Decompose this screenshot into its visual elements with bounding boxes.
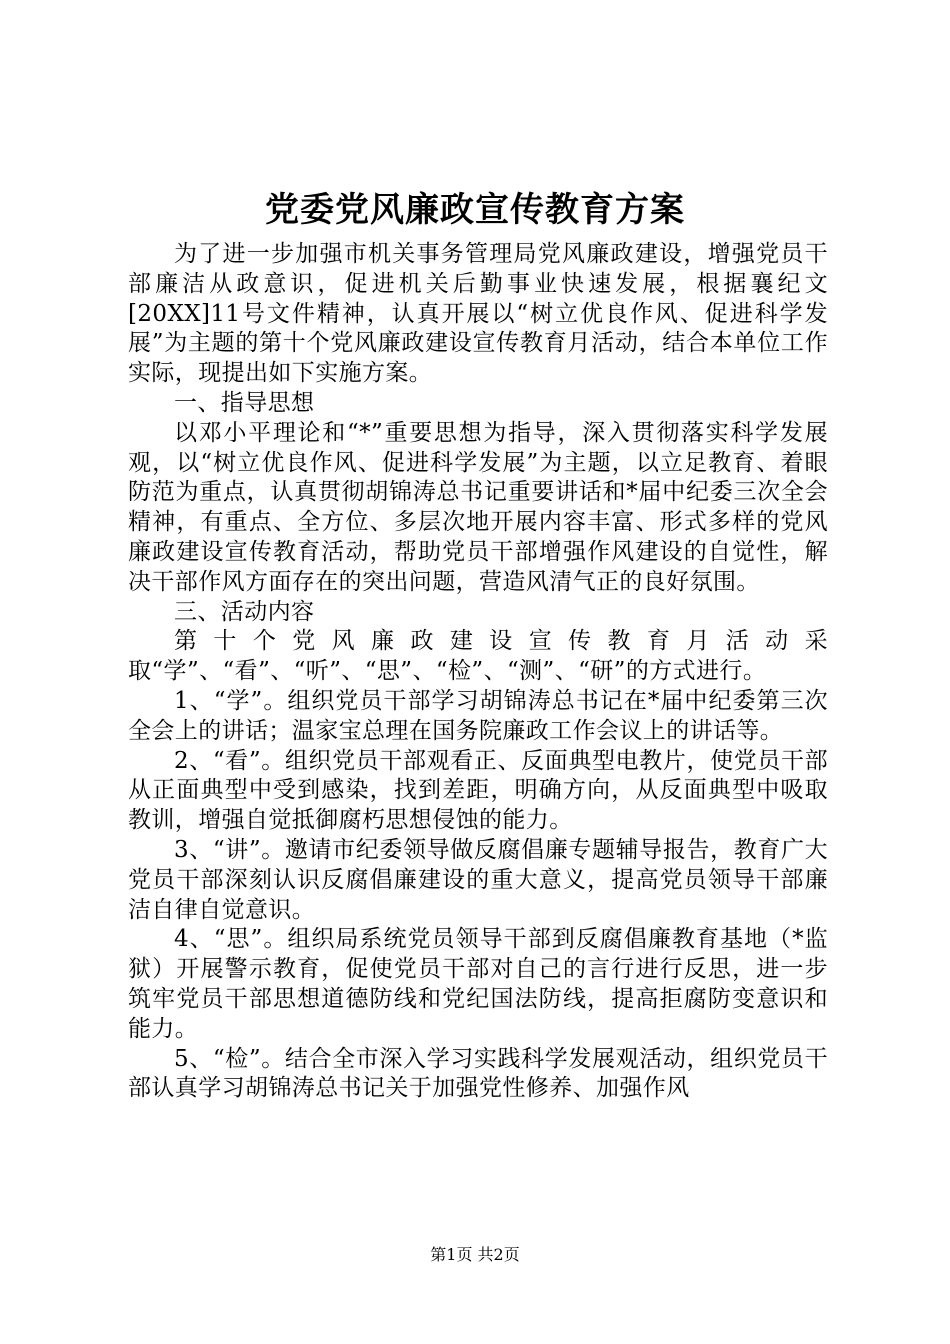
- list-item-watch: 2、“看”。组织党员干部观看正、反面典型电教片，使党员干部从正面典型中受到感染，找到差距，明确方向，从反面典型中吸取教训，增强自觉抵御腐朽思想侵蚀的能力。: [128, 747, 828, 834]
- paragraph-activity-methods: 第十个党风廉政建设宣传教育月活动采取“学”、“看”、“听”、“思”、“检”、“测”、“研”的方式进行。: [128, 628, 828, 685]
- list-item-reflect: 4、“思”。组织局系统党员领导干部到反腐倡廉教育基地（*监狱）开展警示教育，促使党员干部对自己的言行进行反思，进一步筑牢党员干部思想道德防线和党纪国法防线，提高拒腐防变意识和能力。: [128, 926, 828, 1042]
- section-heading-guiding-thought: 一、指导思想: [174, 389, 315, 416]
- list-item-inspect: 5、“检”。结合全市深入学习实践科学发展观活动，组织党员干部认真学习胡锦涛总书记关于加强党性修养、加强作风: [128, 1045, 828, 1102]
- section-heading-activity-content: 三、活动内容: [174, 598, 315, 625]
- list-item-study: 1、“学”。组织党员干部学习胡锦涛总书记在*届中纪委第三次全会上的讲话；温家宝总理在国务院廉政工作会议上的讲话等。: [128, 687, 828, 744]
- document-body: [128, 240, 828, 1104]
- list-item-lecture: 3、“讲”。邀请市纪委领导做反腐倡廉专题辅导报告，教育广大党员干部深刻认识反腐倡廉建设的重大意义，提高党员领导干部廉洁自律自觉意识。: [128, 836, 828, 923]
- paragraph-guiding-thought: 以邓小平理论和“*”重要思想为指导，深入贯彻落实科学发展观，以“树立优良作风、促进科学发展”为主题，以立足教育、着眼防范为重点，认真贯彻胡锦涛总书记重要讲话和*届中纪委三次全会精神，有重点、全方位、多层次地开展内容丰富、形式多样的党风廉政建设宣传教育活动，帮助党员干部增强作风建设的自觉性，解决干部作风方面存在的突出问题，营造风清气正的良好氛围。: [128, 419, 828, 595]
- page-footer: 第1页 共2页: [430, 1245, 520, 1264]
- paragraph-intro: 为了进一步加强市机关事务管理局党风廉政建设，增强党员干部廉洁从政意识，促进机关后勤事业快速发展，根据襄纪文[20XX]11号文件精神，认真开展以“树立优良作风、促进科学发展”为主题的第十个党风廉政建设宣传教育月活动，结合本单位工作实际，现提出如下实施方案。: [128, 241, 828, 387]
- page-title: 党委党风廉政宣传教育方案: [265, 190, 685, 230]
